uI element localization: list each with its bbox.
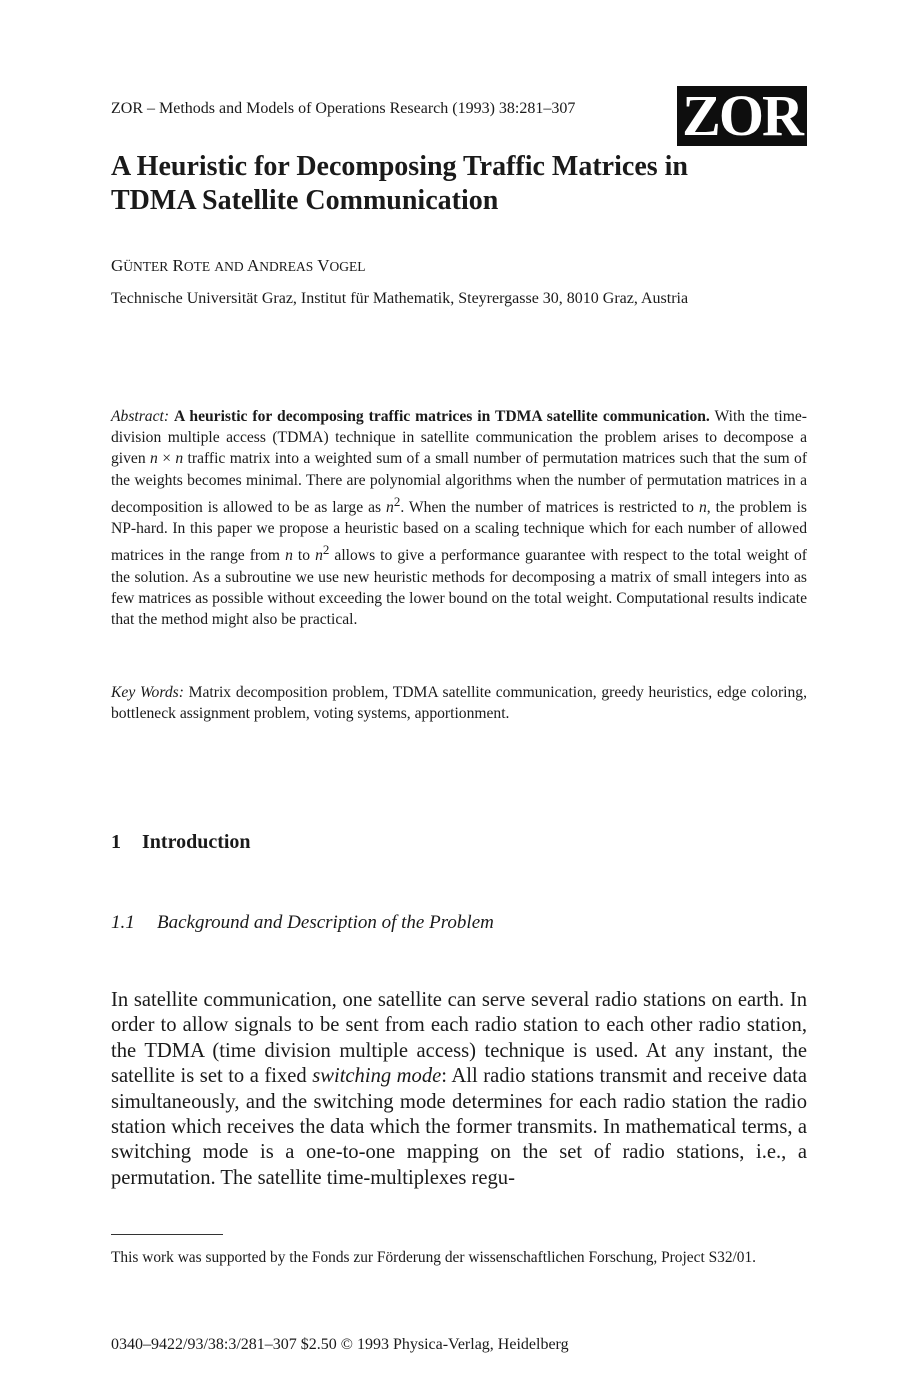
abstract-title: A heuristic for decomposing traffic matrices in TDMA satellite communication. xyxy=(174,408,710,425)
author-2-first-rest: NDREAS xyxy=(259,259,314,274)
keywords xyxy=(111,682,807,724)
math-n: n xyxy=(386,499,394,516)
body-text: : All radio stations transmit and receive data simultaneously, and the switching mode determines for each radio station the radio station which receives the data which the former transmits. In mathematical terms, a switching mode is a one-to-one mapping on the set of radio stations, i.e., a permutation. The satellite time-multiplexes regu- xyxy=(111,1065,807,1189)
affiliation: Technische Universität Graz, Institut für Mathematik, Steyrergasse 30, 8010 Graz, Austria xyxy=(111,290,689,307)
author-2-last-rest: OGEL xyxy=(329,259,366,274)
math-superscript: 2 xyxy=(393,493,401,509)
section-title: Introduction xyxy=(142,831,251,853)
keywords-label: Key Words: xyxy=(111,684,184,701)
math-n: n xyxy=(698,499,707,516)
abstract-text: , the problem is NP-hard. In this paper we propose a heuristic based on a scaling technique which for each number of allowed matrices in the range from xyxy=(111,499,807,565)
abstract-label: Abstract: xyxy=(111,408,170,425)
math-n: n xyxy=(285,547,293,565)
subsection-number: 1.1 xyxy=(111,912,135,933)
author-1-last-rest: OTE xyxy=(183,259,211,274)
abstract xyxy=(111,406,807,630)
author-2-last-initial: V xyxy=(317,256,330,275)
author-1-first-rest: ÜNTER xyxy=(123,259,169,274)
math-times: × xyxy=(162,450,171,468)
math-n: n xyxy=(175,450,184,468)
footnote-rule xyxy=(111,1234,223,1235)
author-2-first-initial: A xyxy=(246,256,260,275)
abstract-text: With the time-division multiple access (TDMA) technique in satellite communication the problem arises to decompose a given xyxy=(111,408,807,468)
author-1-first-initial: G xyxy=(111,256,124,275)
abstract-text: allows to give a performance guarantee with respect to the total weight of the solution. As a subroutine we use new heuristic methods for decomposing a matrix of small integers into as few matrices as possible without exceeding the lower bound on the total weight. Computational results indicate that the method might also be practical. xyxy=(111,547,807,629)
authors-conjunction: AND xyxy=(214,259,244,274)
section-number: 1 xyxy=(111,831,121,853)
abstract-text: to xyxy=(297,547,311,565)
authors xyxy=(111,256,365,276)
body-text: In satellite communication, one satellite can serve several radio stations on earth. In order to allow signals to be sent from each radio station to each other radio station, the TDMA (time division multiple access) technique is used. At any instant, the satellite is set to a fixed xyxy=(111,989,807,1088)
section-heading xyxy=(111,831,251,854)
footnote: This work was supported by the Fonds zur Förderung der wissenschaftlichen Forschung, Project S32/01. xyxy=(111,1249,757,1266)
abstract-text: . When the number of matrices is restricted to xyxy=(400,499,694,516)
paper-title: A Heuristic for Decomposing Traffic Matrices in TDMA Satellite Communication xyxy=(111,151,688,216)
math-superscript: 2 xyxy=(322,542,330,558)
math-n: n xyxy=(315,547,323,565)
journal-logo: ZOR xyxy=(677,86,807,146)
math-n: n xyxy=(150,450,158,468)
journal-citation: ZOR – Methods and Models of Operations Research (1993) 38:281–307 xyxy=(111,100,576,117)
copyright-line: 0340–9422/93/38:3/281–307 $2.50 © 1993 Physica-Verlag, Heidelberg xyxy=(111,1336,569,1353)
subsection-title: Background and Description of the Problem xyxy=(157,912,494,933)
author-1-last-initial: R xyxy=(172,256,184,275)
abstract-text: traffic matrix into a weighted sum of a small number of permutation matrices such that the sum of the weights becomes minimal. There are polynomial algorithms when the number of permutation matrices in a decomposition is allowed to be as large as xyxy=(111,450,808,516)
body-emphasis: switching mode xyxy=(312,1065,442,1088)
keywords-text: Matrix decomposition problem, TDMA satellite communication, greedy heuristics, edge coloring, bottleneck assignment problem, voting systems, apportionment. xyxy=(111,684,807,723)
subsection-heading xyxy=(111,912,494,934)
body-paragraph xyxy=(111,988,807,1191)
